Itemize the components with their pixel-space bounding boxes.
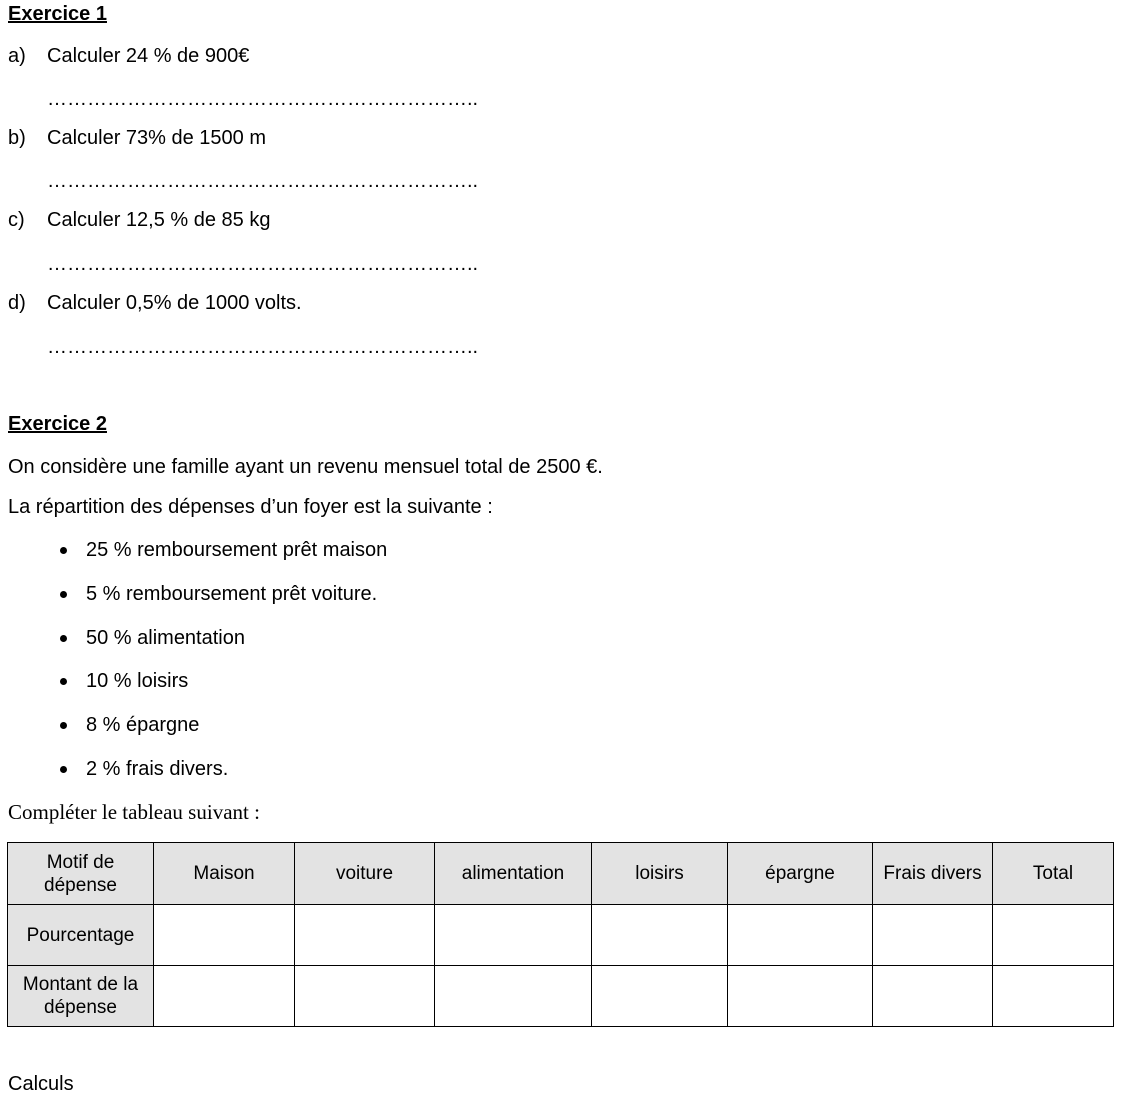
header-cell-voiture: voiture <box>295 843 435 905</box>
answer-cell[interactable] <box>295 966 435 1027</box>
question-d-text: Calculer 0,5% de 1000 volts. <box>47 292 302 314</box>
exercise2-intro-distribution: La répartition des dépenses d’un foyer est la suivante : <box>8 496 493 518</box>
answer-cell[interactable] <box>435 966 592 1027</box>
expense-table <box>7 842 1114 1027</box>
question-c <box>8 208 270 232</box>
header-cell-frais-divers: Frais divers <box>873 843 993 905</box>
bullet-item: 10 % loisirs <box>86 670 189 692</box>
question-a-text: Calculer 24 % de 900€ <box>47 45 250 67</box>
bullet-item: 50 % alimentation <box>86 627 245 649</box>
exercise2-title: Exercice 2 <box>8 413 107 435</box>
answer-cell[interactable] <box>728 966 873 1027</box>
answer-cell[interactable] <box>295 905 435 966</box>
bullet-item: 5 % remboursement prêt voiture. <box>86 583 378 605</box>
bullet-dot <box>60 547 67 554</box>
row-label-percentage: Pourcentage <box>8 905 154 966</box>
answer-line-a: ……………………………………………………….. <box>47 88 479 110</box>
answer-cell[interactable] <box>728 905 873 966</box>
header-cell-alimentation: alimentation <box>435 843 592 905</box>
answer-cell[interactable] <box>435 905 592 966</box>
bullet-item: 2 % frais divers. <box>86 758 229 780</box>
header-cell-loisirs: loisirs <box>592 843 728 905</box>
header-cell-epargne: épargne <box>728 843 873 905</box>
question-c-text: Calculer 12,5 % de 85 kg <box>47 209 271 231</box>
bullet-dot <box>60 722 67 729</box>
bullet-dot <box>60 678 67 685</box>
bullet-dot <box>60 635 67 642</box>
answer-cell[interactable] <box>154 905 295 966</box>
answer-cell[interactable] <box>154 966 295 1027</box>
header-cell-maison: Maison <box>154 843 295 905</box>
answer-cell[interactable] <box>592 905 728 966</box>
answer-cell[interactable] <box>873 966 993 1027</box>
answer-cell[interactable] <box>592 966 728 1027</box>
calculs-label: Calculs <box>8 1073 74 1095</box>
question-d-letter: d) <box>8 292 26 314</box>
answer-line-d: ……………………………………………………….. <box>47 336 479 358</box>
question-a-letter: a) <box>8 45 26 67</box>
answer-cell[interactable] <box>993 966 1114 1027</box>
answer-line-b: ……………………………………………………….. <box>47 170 479 192</box>
bullet-dot <box>60 591 67 598</box>
table-instruction: Compléter le tableau suivant : <box>8 800 260 824</box>
exercise2-intro-income: On considère une famille ayant un revenu mensuel total de 2500 €. <box>8 456 603 478</box>
question-a <box>8 44 249 68</box>
question-c-letter: c) <box>8 209 25 231</box>
question-b-text: Calculer 73% de 1500 m <box>47 127 267 149</box>
bullet-item: 25 % remboursement prêt maison <box>86 539 388 561</box>
exercise1-title: Exercice 1 <box>8 3 107 25</box>
table-header-row <box>8 843 1114 905</box>
row-label-amount: Montant de la dépense <box>8 966 154 1027</box>
answer-line-c: ……………………………………………………….. <box>47 253 479 275</box>
bullet-dot <box>60 766 67 773</box>
bullet-item: 8 % épargne <box>86 714 200 736</box>
header-cell-total: Total <box>993 843 1114 905</box>
table-row-amount <box>8 966 1114 1027</box>
question-b <box>8 126 266 150</box>
table-row-percentage <box>8 905 1114 966</box>
answer-cell[interactable] <box>993 905 1114 966</box>
header-cell-motif: Motif de dépense <box>8 843 154 905</box>
question-d <box>8 291 302 315</box>
question-b-letter: b) <box>8 127 26 149</box>
answer-cell[interactable] <box>873 905 993 966</box>
